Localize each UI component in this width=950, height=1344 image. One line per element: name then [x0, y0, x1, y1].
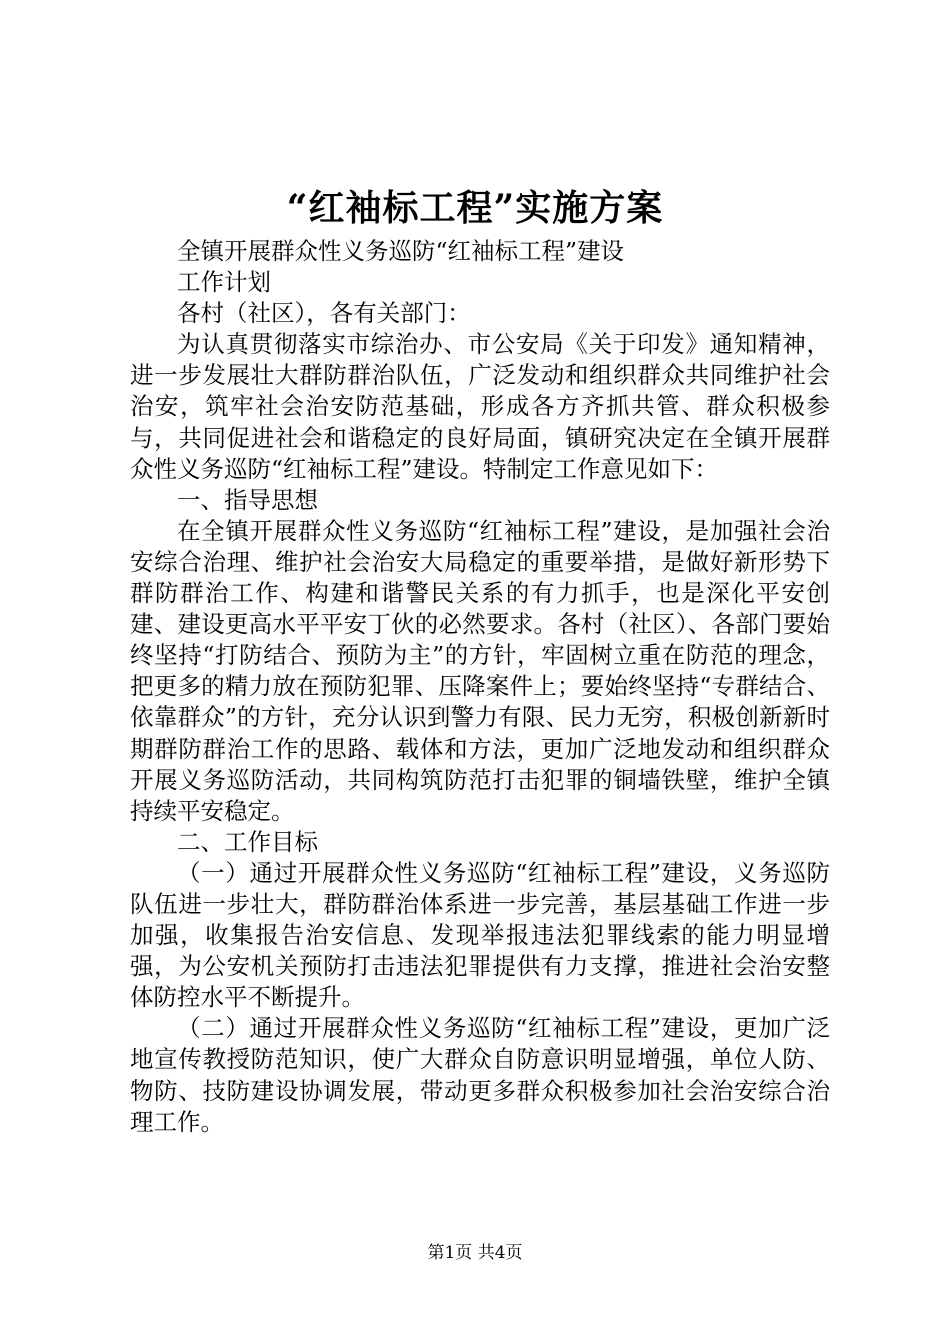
work-goal-paragraph-1: （一）通过开展群众性义务巡防“红袖标工程”建设，义务巡防队伍进一步壮大，群防群治体系进一步完善，基层基础工作进一步加强，收集报告治安信息、发现举报违法犯罪线索的能力明显增强，为公安机关预防打击违法犯罪提供有力支撑，推进社会治安整体防控水平不断提升。 [130, 858, 830, 1012]
section-heading-guiding-thought: 一、指导思想 [177, 485, 318, 514]
page-number-footer: 第1页 共4页 [427, 1243, 523, 1263]
section-heading-work-goals: 二、工作目标 [177, 827, 318, 856]
guiding-thought-paragraph: 在全镇开展群众性义务巡防“红袖标工程”建设，是加强社会治安综合治理、维护社会治安大局稳定的重要举措，是做好新形势下群防群治工作、构建和谐警民关系的有力抓手，也是深化平安创建、建设更高水平平安丁伙的必然要求。各村（社区）、各部门要始终坚持“打防结合、预防为主”的方针，牢固树立重在防范的理念，把更多的精力放在预防犯罪、压降案件上；要始终坚持“专群结合、依靠群众”的方针，充分认识到警力有限、民力无穷，积极创新新时期群防群治工作的思路、载体和方法，更加广泛地发动和组织群众开展义务巡防活动，共同构筑防范打击犯罪的铜墙铁壁，维护全镇持续平安稳定。 [130, 516, 830, 825]
intro-paragraph: 为认真贯彻落实市综治办、市公安局《关于印发》通知精神，进一步发展壮大群防群治队伍，广泛发动和组织群众共同维护社会治安，筑牢社会治安防范基础，形成各方齐抓共管、群众积极参与，共同促进社会和谐稳定的良好局面，镇研究决定在全镇开展群众性义务巡防“红袖标工程”建设。特制定工作意见如下： [130, 330, 830, 483]
work-goal-paragraph-2: （二）通过开展群众性义务巡防“红袖标工程”建设，更加广泛地宣传教授防范知识，使广大群众自防意识明显增强，单位人防、物防、技防建设协调发展，带动更多群众积极参加社会治安综合治理工作。 [130, 1014, 830, 1136]
subtitle-line-1: 全镇开展群众性义务巡防“红袖标工程”建设 [177, 237, 625, 265]
subtitle-line-2: 工作计划 [177, 268, 271, 297]
document-body [130, 236, 830, 1138]
document-title: “红袖标工程”实施方案 [286, 187, 664, 229]
salutation: 各村（社区），各有关部门： [177, 299, 471, 328]
